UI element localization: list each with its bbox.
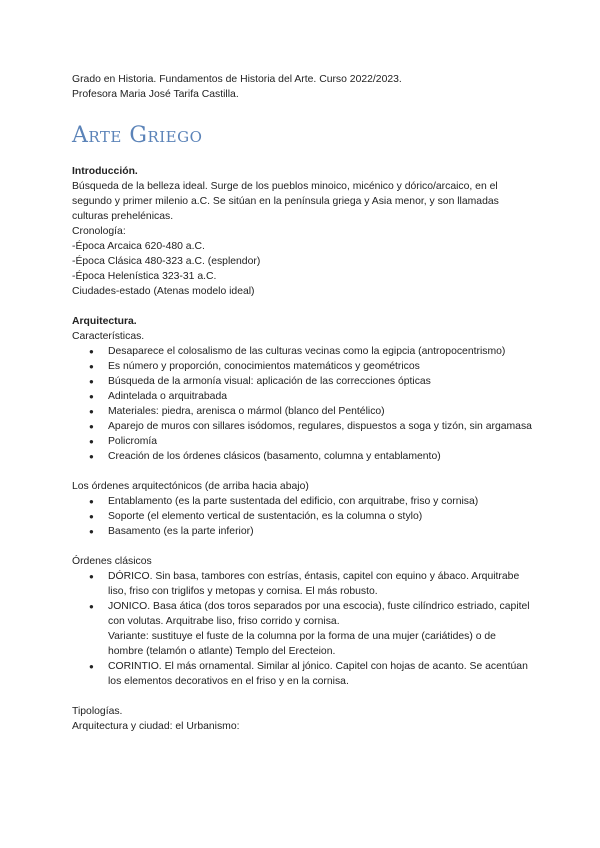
chronology-item: -Época Arcaica 620-480 a.C. — [72, 241, 205, 252]
course-line: Grado en Historia. Fundamentos de Historia del Arte. Curso 2022/2023. — [72, 74, 402, 85]
list-item: ● Basamento (es la parte inferior) — [108, 524, 532, 539]
list-item: ● Desaparece el colosalismo de las culturas vecinas como la egipcia (antropocentrismo) — [108, 344, 532, 359]
list-item-doric: ● DÓRICO. Sin basa, tambores con estrías, éntasis, capitel con equino y ábaco. Arquitrabe liso, friso con triglifos y metopas y cornisa. El más robusto. — [108, 569, 532, 599]
orders-section — [72, 479, 532, 539]
classic-orders-list-cont — [72, 659, 532, 689]
orders-list — [72, 494, 532, 539]
city-states-line: Ciudades-estado (Atenas modelo ideal) — [72, 286, 255, 297]
chronology-item: -Época Clásica 480-323 a.C. (esplendor) — [72, 256, 261, 267]
list-item: ● Búsqueda de la armonía visual: aplicación de las correcciones ópticas — [108, 374, 532, 389]
chronology-item: -Época Helenística 323-31 a.C. — [72, 271, 217, 282]
document-title: Arte Griego — [72, 123, 203, 148]
list-item-corinthian: ● CORINTIO. El más ornamental. Similar al jónico. Capitel con hojas de acanto. Se acentúan los elementos decorativos en el friso y en la cornisa. — [108, 659, 532, 689]
characteristics-list — [72, 344, 532, 464]
chronology-label: Cronología: — [72, 226, 126, 237]
list-item: ● Soporte (el elemento vertical de sustentación, es la columna o stylo) — [108, 509, 532, 524]
list-item: ● Materiales: piedra, arenisca o mármol (blanco del Pentélico) — [108, 404, 532, 419]
caryatid-variant-note: Variante: sustituye el fuste de la columna por la forma de una mujer (cariátides) o de hombre (telamón o atlante) Templo del Erecteion. — [108, 631, 496, 657]
typologies-section — [72, 704, 532, 734]
list-item: ● Aparejo de muros con sillares isódomos, regulares, dispuestos a soga y tizón, sin argamasa — [108, 419, 532, 434]
list-item: ● Adintelada o arquitrabada — [108, 389, 532, 404]
classic-orders-list — [72, 569, 532, 629]
document-page — [72, 72, 532, 749]
architecture-section — [72, 314, 532, 464]
orders-label: Los órdenes arquitectónicos (de arriba hacia abajo) — [72, 481, 309, 492]
list-item: ● Policromía — [108, 434, 532, 449]
list-item: ● Es número y proporción, conocimientos matemáticos y geométricos — [108, 359, 532, 374]
classic-orders-label: Órdenes clásicos — [72, 556, 152, 567]
typologies-label: Tipologías. — [72, 706, 123, 717]
classic-orders-section — [72, 554, 532, 689]
professor-line: Profesora Maria José Tarifa Castilla. — [72, 89, 239, 100]
intro-section — [72, 164, 532, 299]
intro-text: Búsqueda de la belleza ideal. Surge de los pueblos minoico, micénico y dórico/arcaico, en el segundo y primer milenio a.C. Se sitúan en la península griega y Asia menor, y son llamadas culturas prehelénicas. — [72, 181, 499, 222]
intro-heading: Introducción. — [72, 166, 138, 177]
characteristics-label: Características. — [72, 331, 145, 342]
list-item-ionic: ● JONICO. Basa ática (dos toros separados por una escocia), fuste cilíndrico estriado, capitel con volutas. Arquitrabe liso, friso corrido y cornisa. — [108, 599, 532, 629]
list-item: ● Creación de los órdenes clásicos (basamento, columna y entablamento) — [108, 449, 532, 464]
urbanism-line: Arquitectura y ciudad: el Urbanismo: — [72, 721, 240, 732]
architecture-heading: Arquitectura. — [72, 316, 137, 327]
list-item: ● Entablamento (es la parte sustentada del edificio, con arquitrabe, friso y cornisa) — [108, 494, 532, 509]
